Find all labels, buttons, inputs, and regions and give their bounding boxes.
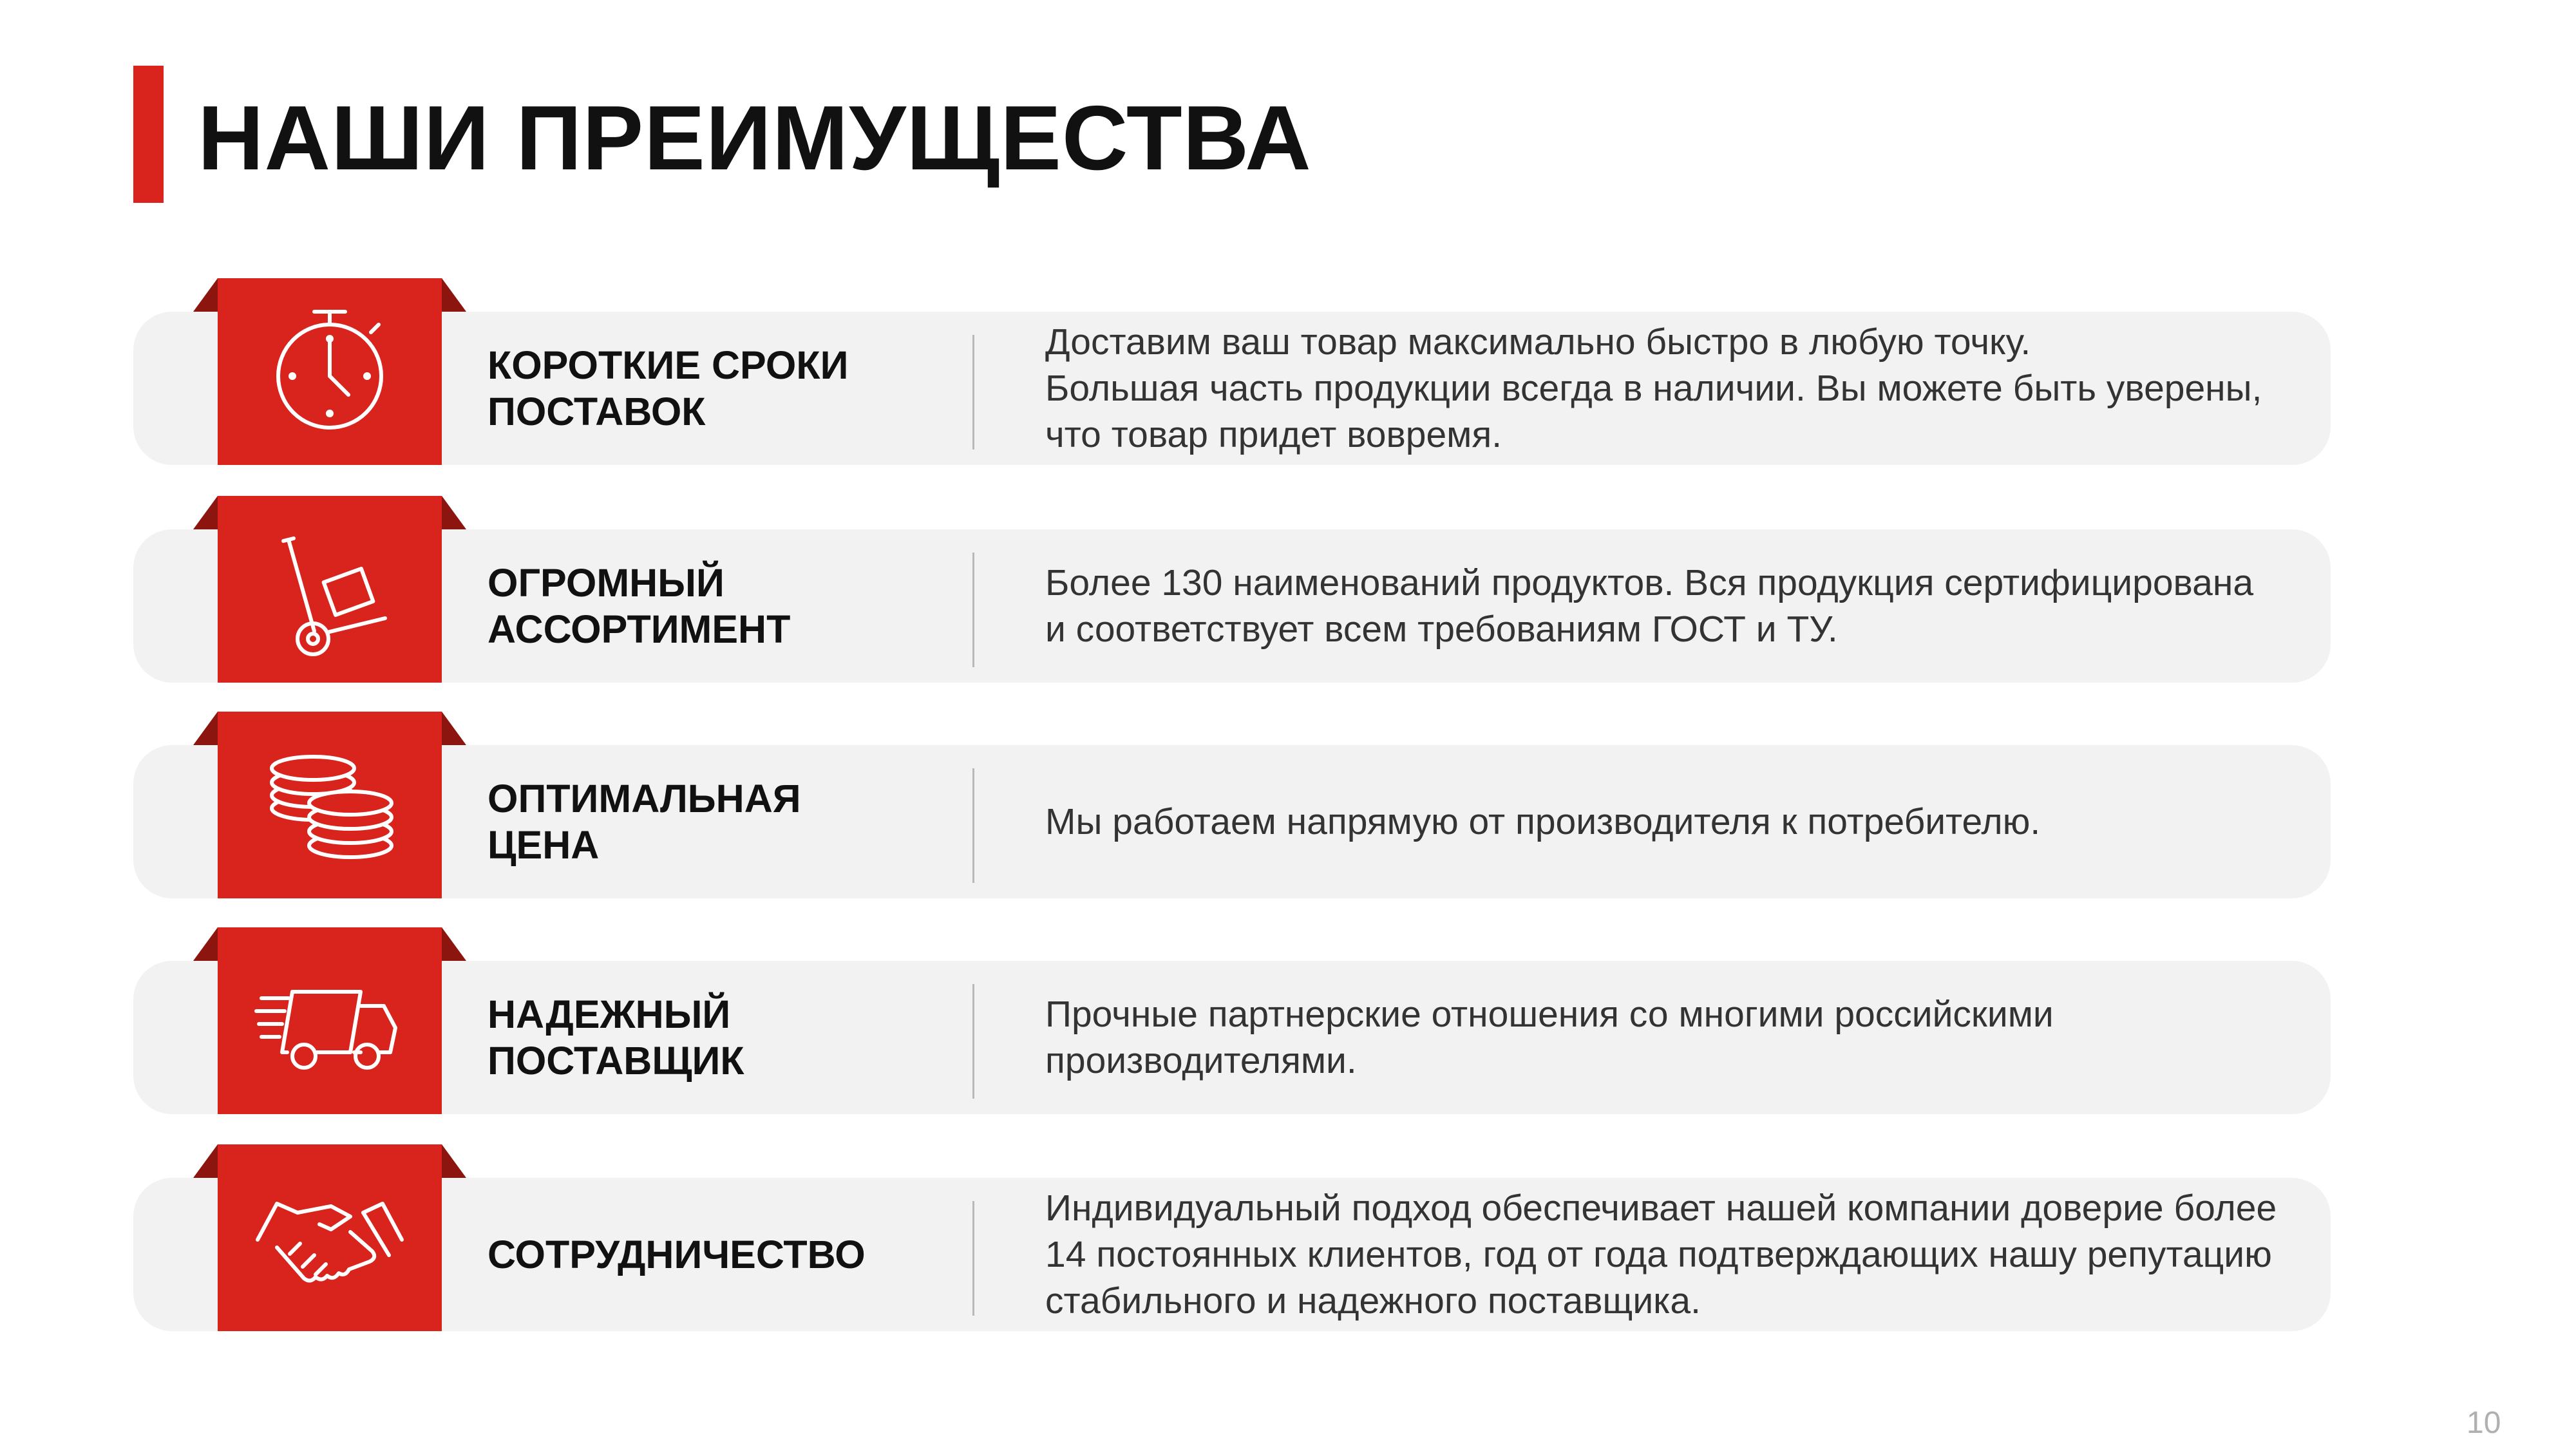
advantage-row-supplier xyxy=(0,927,2576,1114)
advantage-title: ОПТИМАЛЬНАЯ ЦЕНА xyxy=(488,777,801,867)
ribbon-fold-left xyxy=(193,1144,218,1178)
icon-tab xyxy=(218,1144,442,1331)
advantage-row-assortment xyxy=(0,496,2576,683)
ribbon-fold-left xyxy=(193,712,218,745)
ribbon-fold-left xyxy=(193,496,218,529)
icon-tab xyxy=(218,278,442,465)
advantage-title: ОГРОМНЫЙ АССОРТИМЕНТ xyxy=(488,561,791,651)
advantage-title: НАДЕЖНЫЙ ПОСТАВЩИК xyxy=(488,992,744,1083)
advantage-title: СОТРУДНИЧЕСТВО xyxy=(488,1233,866,1276)
icon-tab xyxy=(218,927,442,1114)
title-accent-bar xyxy=(133,66,164,203)
ribbon-fold-left xyxy=(193,278,218,312)
advantage-row-price xyxy=(0,712,2576,898)
hand-truck-icon xyxy=(218,496,442,683)
divider xyxy=(972,984,974,1099)
divider xyxy=(972,553,974,667)
ribbon-fold-right xyxy=(442,712,466,745)
divider xyxy=(972,1201,974,1316)
ribbon-fold-right xyxy=(442,278,466,312)
page-title: НАШИ ПРЕИМУЩЕСТВА xyxy=(198,87,1312,189)
ribbon-fold-right xyxy=(442,1144,466,1178)
advantage-description: Мы работаем напрямую от производителя к потребителю. xyxy=(1045,801,2041,842)
handshake-icon xyxy=(218,1144,442,1331)
icon-tab xyxy=(218,712,442,898)
ribbon-fold-right xyxy=(442,496,466,529)
ribbon-fold-left xyxy=(193,927,218,961)
coins-icon xyxy=(218,712,442,898)
advantage-description: Прочные партнерские отношения со многими российскими производителями. xyxy=(1045,994,2054,1081)
advantage-description: Доставим ваш товар максимально быстро в любую точку. Большая часть продукции всегда в наличии. Вы можете быть уверены, что товар придет вовремя. xyxy=(1045,321,2262,455)
divider xyxy=(972,335,974,450)
delivery-truck-icon xyxy=(218,927,442,1114)
advantage-description: Индивидуальный подход обеспечивает нашей компании доверие более 14 постоянных клиентов, год от года подтверждающих нашу репутацию стабильного и надежного поставщика. xyxy=(1045,1188,2277,1321)
advantage-title: КОРОТКИЕ СРОКИ ПОСТАВОК xyxy=(488,343,849,433)
icon-tab xyxy=(218,496,442,683)
advantage-row-cooperation xyxy=(0,1144,2576,1331)
advantage-row-delivery xyxy=(0,278,2576,465)
stopwatch-icon xyxy=(218,278,442,465)
divider xyxy=(972,768,974,883)
ribbon-fold-right xyxy=(442,927,466,961)
advantage-description: Более 130 наименований продуктов. Вся продукция сертифицирована и соответствует всем требованиям ГОСТ и ТУ. xyxy=(1045,562,2254,650)
page-number: 10 xyxy=(2467,1406,2501,1440)
